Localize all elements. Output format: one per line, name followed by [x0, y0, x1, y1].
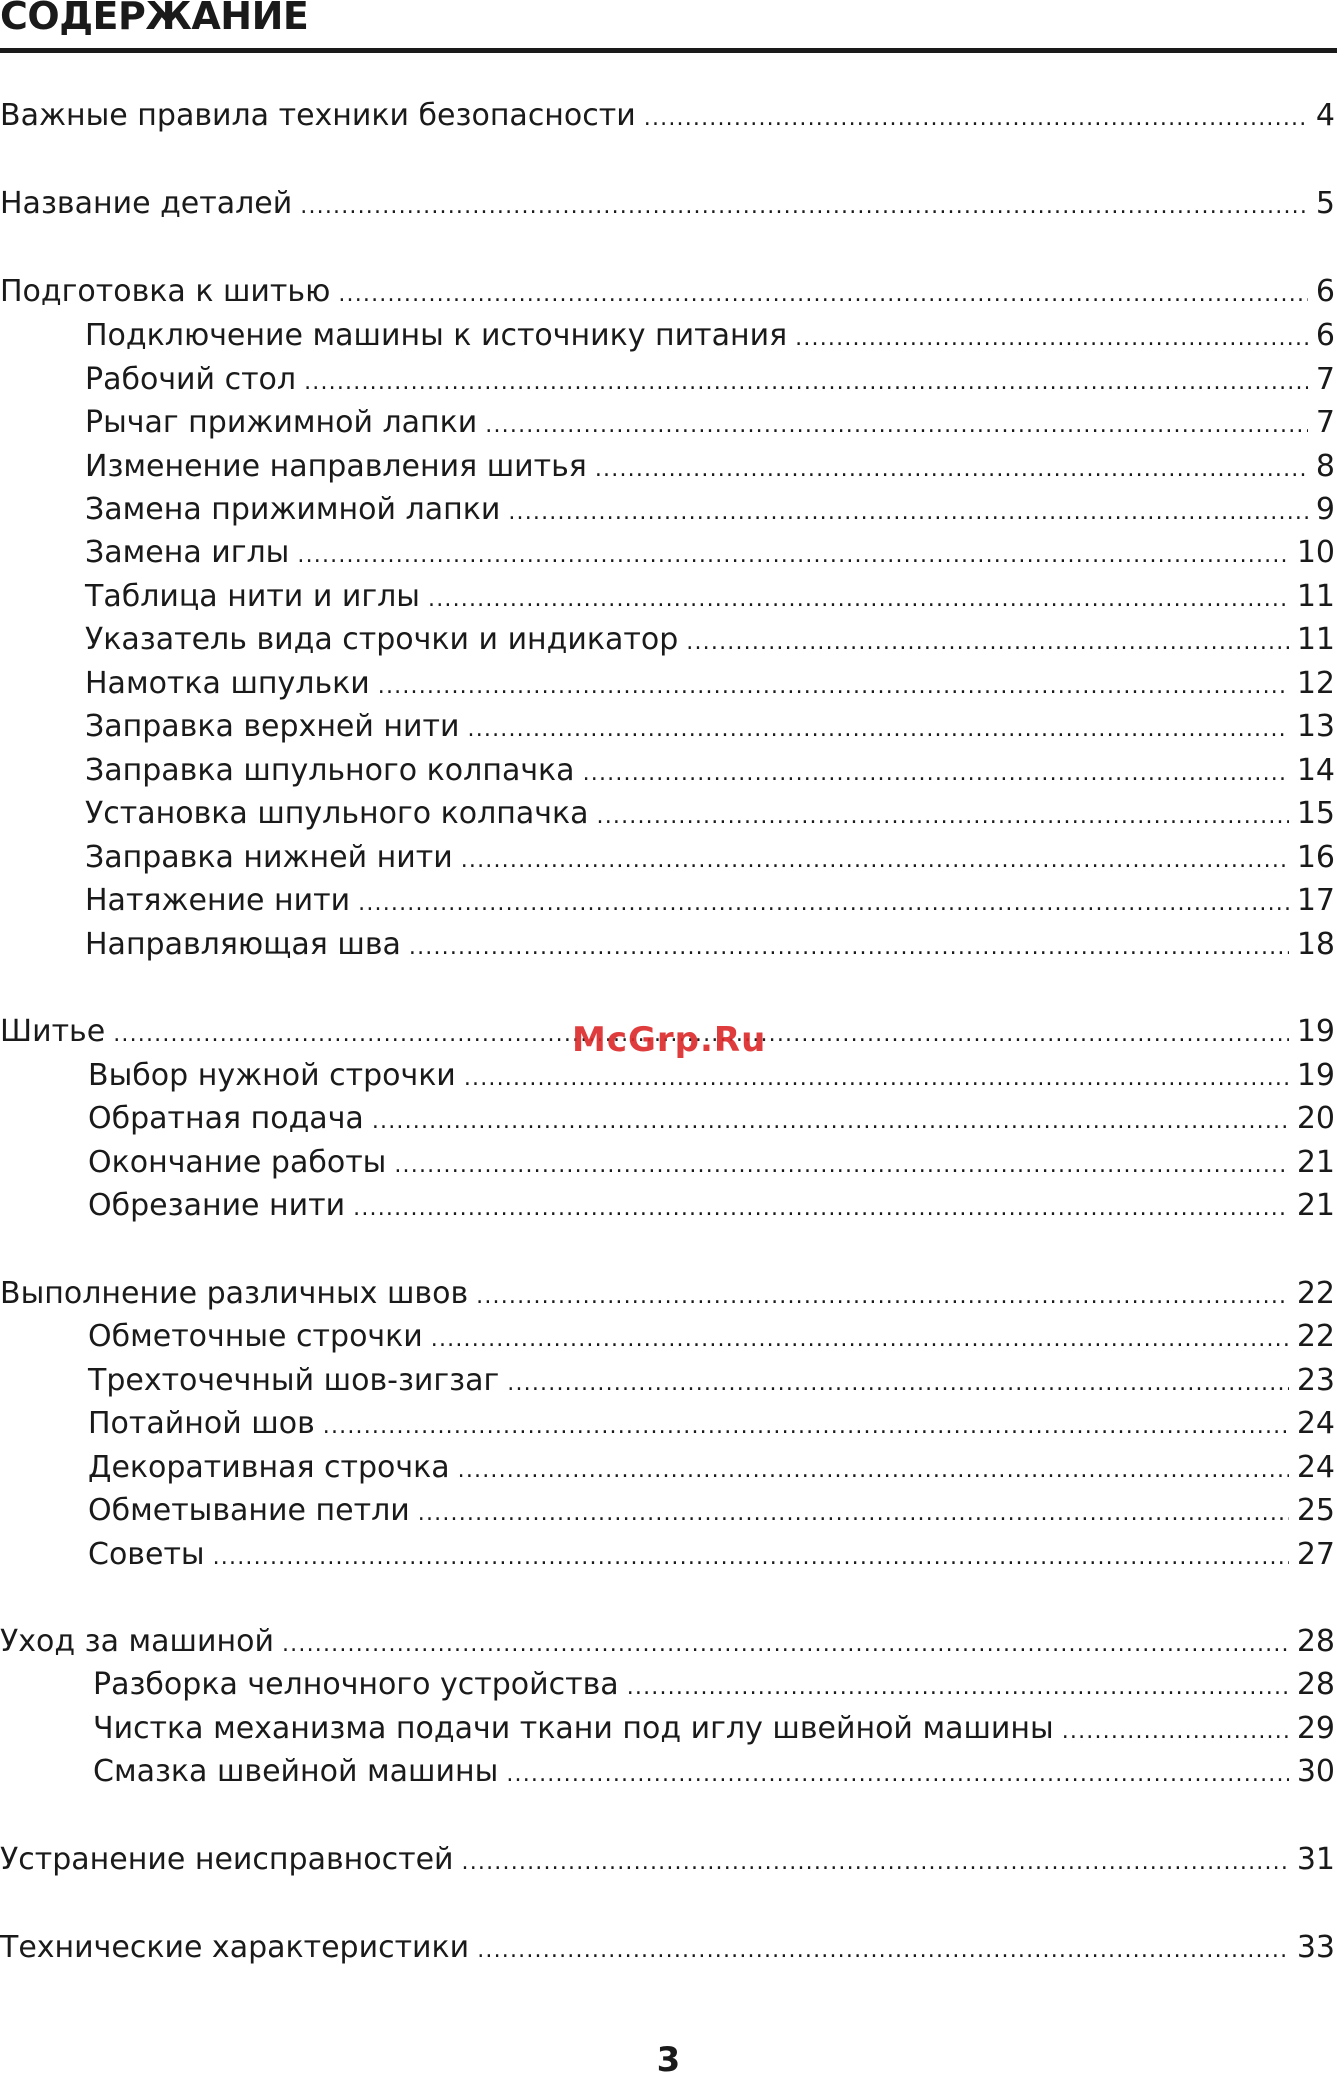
toc-page-number: 10	[1296, 535, 1335, 570]
dot-leader	[477, 1929, 1289, 1973]
toc-subitem[interactable]	[85, 879, 1335, 923]
toc-section-safety[interactable]	[0, 94, 1335, 138]
toc-section-stitches[interactable]	[0, 1272, 1335, 1316]
toc-subitem[interactable]	[88, 1141, 1335, 1185]
dot-leader	[583, 752, 1289, 796]
toc-page-number: 15	[1296, 796, 1335, 831]
toc-page-number: 13	[1296, 709, 1335, 744]
toc-section-troubleshooting[interactable]	[0, 1838, 1335, 1882]
toc-page-number: 6	[1315, 318, 1335, 353]
page-title: СОДЕРЖАНИЕ	[0, 0, 309, 38]
toc-subitem[interactable]	[88, 1184, 1335, 1228]
dot-leader	[597, 795, 1289, 839]
toc-page-number: 33	[1296, 1930, 1335, 1965]
toc-page-number: 19	[1296, 1058, 1335, 1093]
dot-leader	[644, 97, 1308, 141]
dot-leader	[1062, 1710, 1289, 1754]
toc-subitem[interactable]	[93, 1707, 1335, 1751]
toc-label: Подключение машины к источнику питания	[85, 318, 788, 353]
page-number: 3	[656, 2040, 681, 2080]
dot-leader	[304, 361, 1308, 405]
dot-leader	[297, 534, 1288, 578]
toc-page-number: 17	[1296, 883, 1335, 918]
toc-page-number: 11	[1296, 579, 1335, 614]
toc-label: Смазка швейной машины	[93, 1754, 499, 1789]
dot-leader	[358, 882, 1289, 926]
dot-leader	[378, 665, 1289, 709]
toc-subitem[interactable]	[88, 1446, 1335, 1490]
toc-label: Натяжение нити	[85, 883, 351, 918]
toc-page-number: 11	[1296, 622, 1335, 657]
toc-page-number: 14	[1296, 753, 1335, 788]
dot-leader	[431, 1318, 1289, 1362]
toc-subitem[interactable]	[85, 705, 1335, 749]
toc-label: Трехточечный шов-зигзаг	[88, 1363, 500, 1398]
toc-subitem[interactable]	[93, 1663, 1335, 1707]
toc-subitem[interactable]	[88, 1359, 1335, 1403]
toc-label: Установка шпульного колпачка	[85, 796, 589, 831]
dot-leader	[323, 1405, 1289, 1449]
dot-leader	[627, 1666, 1289, 1710]
dot-leader	[595, 448, 1308, 492]
toc-page-number: 5	[1315, 186, 1335, 221]
dot-leader	[485, 404, 1308, 448]
toc-subitem[interactable]	[88, 1402, 1335, 1446]
toc-page-number: 21	[1296, 1188, 1335, 1223]
toc-page-number: 25	[1296, 1493, 1335, 1528]
toc-label: Важные правила техники безопасности	[0, 98, 636, 133]
dot-leader	[506, 1753, 1289, 1797]
dot-leader	[462, 1841, 1289, 1885]
toc-subitem[interactable]	[85, 531, 1335, 575]
dot-leader	[418, 1492, 1289, 1536]
toc-subitem[interactable]	[85, 314, 1335, 358]
toc-page-number: 22	[1296, 1276, 1335, 1311]
toc-subitem[interactable]	[85, 836, 1335, 880]
dot-leader	[394, 1144, 1288, 1188]
toc-page-number: 6	[1315, 274, 1335, 309]
toc-label: Заправка нижней нити	[85, 840, 453, 875]
toc-page-number: 23	[1296, 1363, 1335, 1398]
toc-label: Шитье	[0, 1014, 106, 1049]
toc-page-number: 29	[1296, 1711, 1335, 1746]
toc-label: Окончание работы	[88, 1145, 387, 1180]
toc-label: Заправка верхней нити	[85, 709, 460, 744]
dot-leader	[353, 1187, 1289, 1231]
dot-leader	[476, 1275, 1289, 1319]
toc-subitem[interactable]	[88, 1097, 1335, 1141]
toc-subitem[interactable]	[85, 923, 1335, 967]
toc-label: Обрезание нити	[88, 1188, 346, 1223]
toc-label: Замена иглы	[85, 535, 290, 570]
dot-leader	[795, 317, 1308, 361]
toc-page-number: 18	[1296, 927, 1335, 962]
dot-leader	[409, 926, 1289, 970]
toc-label: Чистка механизма подачи ткани под иглу швейной машины	[93, 1711, 1054, 1746]
toc-subitem[interactable]	[88, 1533, 1335, 1577]
watermark: McGrp.Ru	[572, 1020, 767, 1060]
toc-page-number: 20	[1296, 1101, 1335, 1136]
toc-label: Рычаг прижимной лапки	[85, 405, 478, 440]
dot-leader	[213, 1536, 1289, 1580]
toc-page-number: 28	[1296, 1624, 1335, 1659]
toc-section-preparation[interactable]	[0, 270, 1335, 314]
toc-subitem[interactable]	[85, 749, 1335, 793]
toc-page-number: 27	[1296, 1537, 1335, 1572]
toc-label: Указатель вида строчки и индикатор	[85, 622, 679, 657]
toc-subitem[interactable]	[88, 1054, 1335, 1098]
toc-subitem[interactable]	[85, 662, 1335, 706]
dot-leader	[686, 621, 1289, 665]
toc-label: Устранение неисправностей	[0, 1842, 454, 1877]
toc-label: Технические характеристики	[0, 1930, 470, 1965]
toc-subitem[interactable]	[85, 401, 1335, 445]
toc-subitem[interactable]	[85, 488, 1335, 532]
toc-label: Заправка шпульного колпачка	[85, 753, 575, 788]
toc-page-number: 24	[1296, 1406, 1335, 1441]
toc-page-number: 21	[1296, 1145, 1335, 1180]
toc-label: Уход за машиной	[0, 1624, 274, 1659]
toc-page-number: 30	[1296, 1754, 1335, 1789]
dot-leader	[338, 273, 1308, 317]
toc-label: Декоративная строчка	[88, 1450, 450, 1485]
toc-section-maintenance[interactable]	[0, 1620, 1335, 1664]
toc-page-number: 22	[1296, 1319, 1335, 1354]
toc-label: Намотка шпульки	[85, 666, 370, 701]
toc-page-number: 8	[1315, 449, 1335, 484]
dot-leader	[428, 578, 1289, 622]
toc-page-number: 24	[1296, 1450, 1335, 1485]
dot-leader	[282, 1623, 1289, 1667]
toc-section-specifications[interactable]	[0, 1926, 1335, 1970]
dot-leader	[507, 1362, 1289, 1406]
toc-section-parts[interactable]	[0, 182, 1335, 226]
toc-label: Разборка челночного устройства	[93, 1667, 619, 1702]
dot-leader	[458, 1449, 1289, 1493]
toc-page-number: 12	[1296, 666, 1335, 701]
dot-leader	[508, 491, 1308, 535]
dot-leader	[461, 839, 1289, 883]
toc-label: Выполнение различных швов	[0, 1276, 469, 1311]
toc-page-number: 4	[1315, 98, 1335, 133]
toc-page-number: 7	[1315, 362, 1335, 397]
toc-label: Рабочий стол	[85, 362, 297, 397]
header-rule	[0, 48, 1337, 53]
toc-label: Замена прижимной лапки	[85, 492, 501, 527]
toc-label: Обметывание петли	[88, 1493, 410, 1528]
toc-label: Подготовка к шитью	[0, 274, 331, 309]
toc-page-number: 7	[1315, 405, 1335, 440]
toc-subitem[interactable]	[85, 358, 1335, 402]
toc-label: Обратная подача	[88, 1101, 364, 1136]
toc-subitem[interactable]	[85, 575, 1335, 619]
dot-leader	[468, 708, 1289, 752]
toc-label: Направляющая шва	[85, 927, 401, 962]
toc-subitem[interactable]	[88, 1315, 1335, 1359]
toc-subitem[interactable]	[85, 445, 1335, 489]
dot-leader	[300, 185, 1308, 229]
dot-leader	[464, 1057, 1289, 1101]
toc-page-number: 9	[1315, 492, 1335, 527]
toc-label: Потайной шов	[88, 1406, 315, 1441]
toc-subitem[interactable]	[88, 1489, 1335, 1533]
toc-subitem[interactable]	[85, 618, 1335, 662]
toc-subitem[interactable]	[85, 792, 1335, 836]
toc-subitem[interactable]	[93, 1750, 1335, 1794]
toc-page-number: 28	[1296, 1667, 1335, 1702]
dot-leader	[372, 1100, 1289, 1144]
toc-label: Изменение направления шитья	[85, 449, 587, 484]
toc-label: Название деталей	[0, 186, 293, 221]
toc-label: Советы	[88, 1537, 205, 1572]
toc-page-number: 31	[1296, 1842, 1335, 1877]
toc-page-number: 19	[1296, 1014, 1335, 1049]
toc-label: Обметочные строчки	[88, 1319, 423, 1354]
toc-label: Выбор нужной строчки	[88, 1058, 456, 1093]
toc-label: Таблица нити и иглы	[85, 579, 420, 614]
toc-page-number: 16	[1296, 840, 1335, 875]
